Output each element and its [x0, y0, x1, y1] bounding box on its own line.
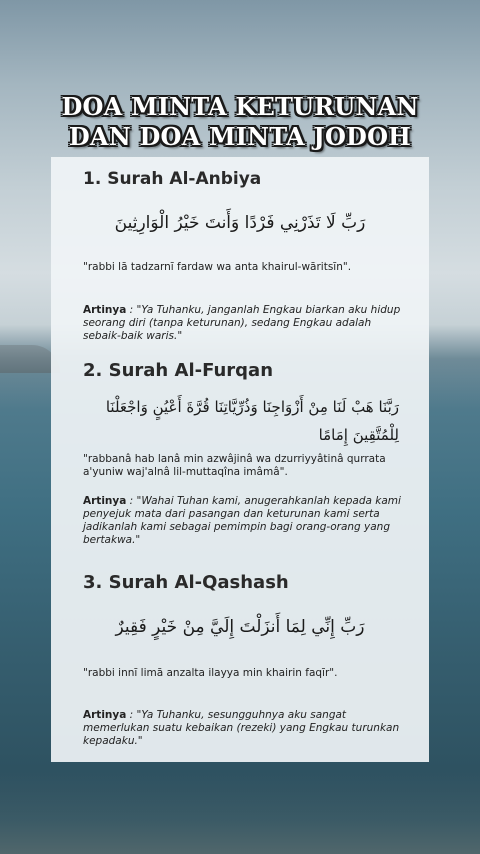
meaning-text: : "Ya Tuhanku, sesungguhnya aku sangat memerlukan suatu kebaikan (rezeki) yang Engkau turunkan kepadaku." — [83, 709, 400, 747]
meaning-label: Artinya — [83, 709, 127, 721]
meaning — [83, 495, 403, 547]
transliteration: "rabbi innī limā anzalta ilayya min khairin faqīr". — [83, 667, 338, 679]
meaning-text: : "Wahai Tuhan kami, anugerahkanlah kepada kami penyejuk mata dari pasangan dan keturunan kami serta jadikanlah kami sebagai pemimpin bagi orang-orang yang bertakwa." — [83, 495, 401, 546]
meaning — [83, 304, 403, 343]
title-line-1: DOA MINTA KETURUNAN — [61, 92, 419, 121]
section-heading: 3. Surah Al-Qashash — [83, 572, 289, 593]
section-heading: 1. Surah Al-Anbiya — [83, 169, 262, 189]
meaning-label: Artinya — [83, 304, 127, 316]
transliteration: "rabbi lā tadzarnī fardaw wa anta khairul-wāritsīn". — [83, 261, 352, 273]
section-heading: 2. Surah Al-Furqan — [83, 360, 274, 381]
transliteration: "rabbanâ hab lanâ min azwâjinâ wa dzurriyyâtinâ qurrata a'yuniw waj'alnâ lil-muttaqîna imâmâ". — [83, 453, 386, 478]
meaning — [83, 709, 403, 748]
title-line-2: DAN DOA MINTA JODOH — [68, 122, 412, 151]
arabic-verse: رَبَّنَا هَبْ لَنَا مِنْ أَزْوَاجِنَا وَذُرِّيَّاتِنَا قُرَّةَ أَعْيُنٍ وَاجْعَلْنَا لِلْمُتَّقِينَ إِمَامًا — [105, 398, 399, 444]
page-title — [0, 92, 480, 152]
meaning-label: Artinya — [83, 495, 127, 507]
arabic-verse: رَبِّ لَا تَذَرْنِي فَرْدًا وَأَنتَ خَيْرُ الْوَارِثِينَ — [114, 213, 366, 233]
background-waves — [0, 770, 480, 854]
arabic-verse: رَبِّ إِنِّي لِمَا أَنزَلْتَ إِلَيَّ مِنْ خَيْرٍ فَقِيرٌ — [115, 617, 365, 637]
prayer-card — [51, 157, 429, 762]
meaning-text: : "Ya Tuhanku, janganlah Engkau biarkan aku hidup seorang diri (tanpa keturunan), sedang Engkau adalah sebaik-baik waris." — [83, 304, 401, 342]
